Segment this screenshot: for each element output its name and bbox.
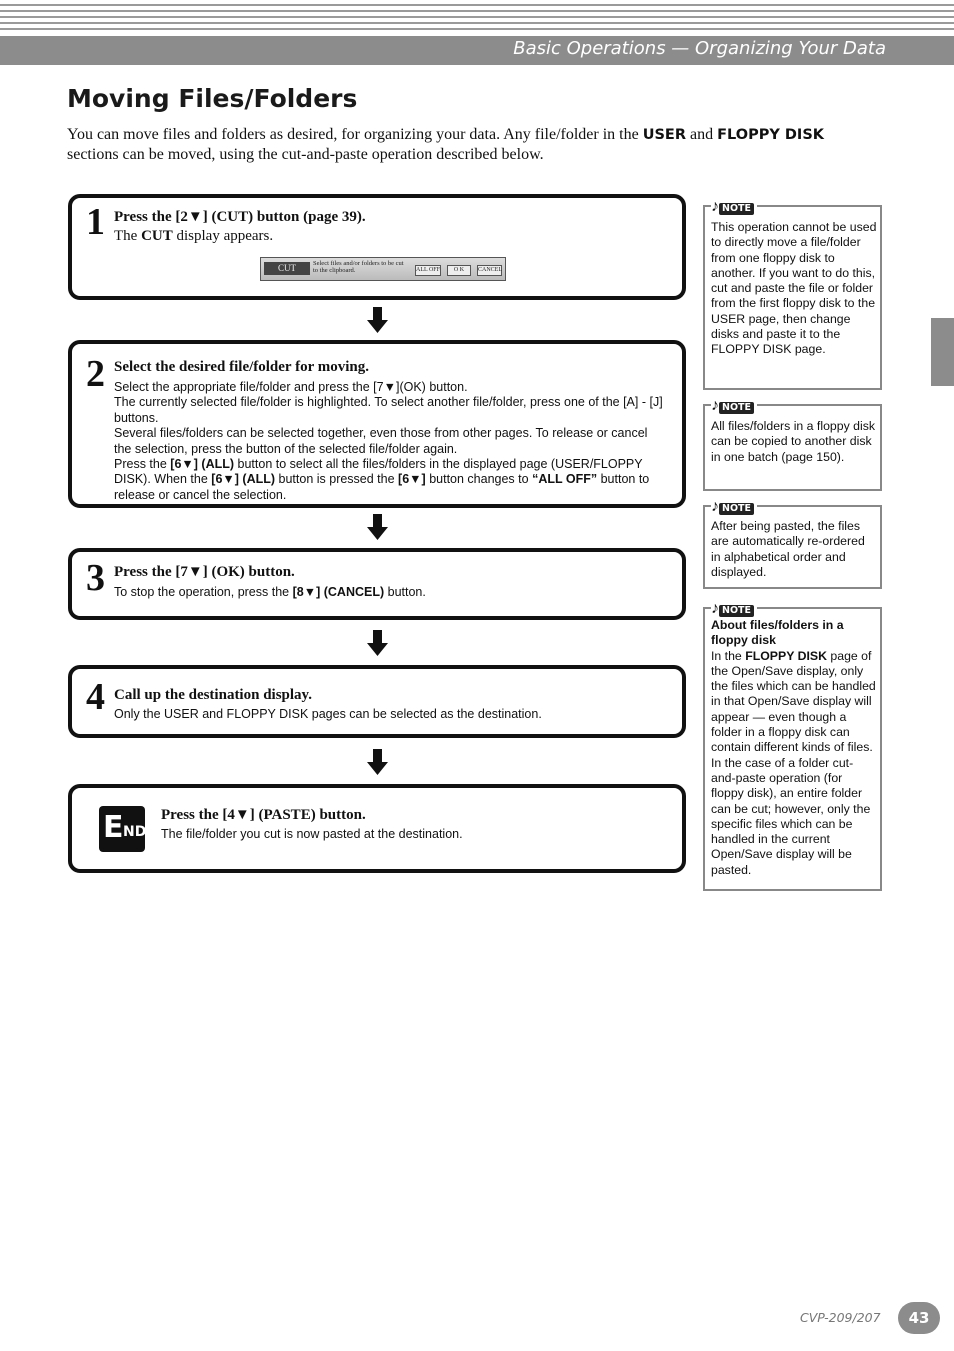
step-heading: Press the [7▼] (OK) button.: [114, 564, 295, 580]
step-2-box: [68, 340, 686, 508]
step-body: To stop the operation, press the [8▼] (CANCEL) button.: [114, 585, 426, 599]
step-number: 4: [86, 676, 105, 718]
step-body: Only the USER and FLOPPY DISK pages can be selected as the destination.: [114, 707, 542, 721]
step-1-box: [68, 194, 686, 300]
note-text: After being pasted, the files are automatically re-ordered in alphabetical order and displayed.: [711, 519, 865, 579]
step-body: The CUT display appears.: [114, 228, 274, 244]
lcd-ok-button: O K: [447, 265, 471, 276]
step-body: Select the appropriate file/folder and press the [7▼](OK) button. The currently selected file/folder is highlighted. To select another file/folder, press one of the [A] - [J] buttons. Several files/folders can be selected together, even those from other pages. To release or cancel the selection, press the button of the selected file/folder again. Press the [6▼] (ALL) button to select all the files/folders in the displayed page (USER/FLOPPY DISK). When the [6▼] (ALL) button is pressed the [6▼] button changes to “ALL OFF” button to release or cancel the selection.: [114, 380, 663, 502]
page-number: 43: [898, 1302, 940, 1334]
note-text: All files/folders in a floppy disk can be copied to another disk in one batch (page 150).: [711, 419, 876, 464]
step-body: The file/folder you cut is now pasted at the destination.: [161, 827, 463, 841]
step-heading: Call up the destination display.: [114, 687, 312, 703]
chapter-tab: [931, 318, 954, 386]
intro-paragraph: You can move files and folders as desired, for organizing your data. Any file/folder in the USER and FLOPPY DISK sections can be moved, using the cut-and-paste operation described below.: [67, 126, 824, 163]
note-box: [703, 397, 882, 491]
lcd-cut-label: CUT: [264, 262, 310, 275]
step-3-box: [68, 548, 686, 620]
down-arrow-icon: [367, 514, 388, 540]
down-arrow-icon: [367, 749, 388, 775]
step-4-box: [68, 665, 686, 738]
step-heading: Press the [4▼] (PASTE) button.: [161, 807, 366, 823]
note-icon: ♪ NOTE: [711, 397, 757, 411]
step-heading: Press the [2▼] (CUT) button (page 39).: [114, 209, 366, 225]
note-icon: ♪ NOTE: [711, 498, 757, 512]
lcd-cancel-button: CANCEL: [477, 265, 502, 276]
step-number: 1: [86, 201, 105, 243]
end-logo-icon: E ND: [99, 806, 145, 852]
note-title: About files/folders in a floppy disk: [711, 618, 844, 648]
note-icon: ♪ NOTE: [711, 198, 757, 212]
cut-display-screenshot: [260, 257, 506, 281]
model-name: CVP-209/207: [800, 1310, 881, 1325]
header-rule-lines: [0, 0, 954, 36]
note-box: [703, 198, 882, 390]
section-title: Basic Operations — Organizing Your Data: [513, 38, 886, 59]
note-text: This operation cannot be used to directly move a file/folder from one floppy disk to another. If you want to do this, cut and paste the file or folder from the first floppy disk to the USER page, then change disks and paste it to the FLOPPY DISK page.: [711, 220, 877, 357]
end-step-box: [68, 784, 686, 873]
step-number: 2: [86, 353, 105, 395]
step-number: 3: [86, 557, 105, 599]
down-arrow-icon: [367, 630, 388, 656]
lcd-message: Select files and/or folders to be cut to the clipboard.: [313, 260, 404, 274]
note-box: [703, 498, 882, 589]
note-text: About files/folders in a floppy disk In the FLOPPY DISK page of the Open/Save display, only the files which can be handled in that Open/Save display will appear — even though a folder in a floppy disk can contain different kinds of files. In the case of a folder cut-and-paste operation (for floppy disk), an entire folder can be cut; however, only the specific files which can be handled in the current Open/Save display will be pasted.: [711, 618, 876, 877]
note-box: [703, 600, 882, 891]
step-heading: Select the desired file/folder for moving.: [114, 359, 369, 375]
page-title: Moving Files/Folders: [67, 84, 358, 113]
note-icon: ♪ NOTE: [711, 600, 757, 614]
lcd-all-off-button: ALL OFF: [415, 265, 441, 276]
down-arrow-icon: [367, 307, 388, 333]
